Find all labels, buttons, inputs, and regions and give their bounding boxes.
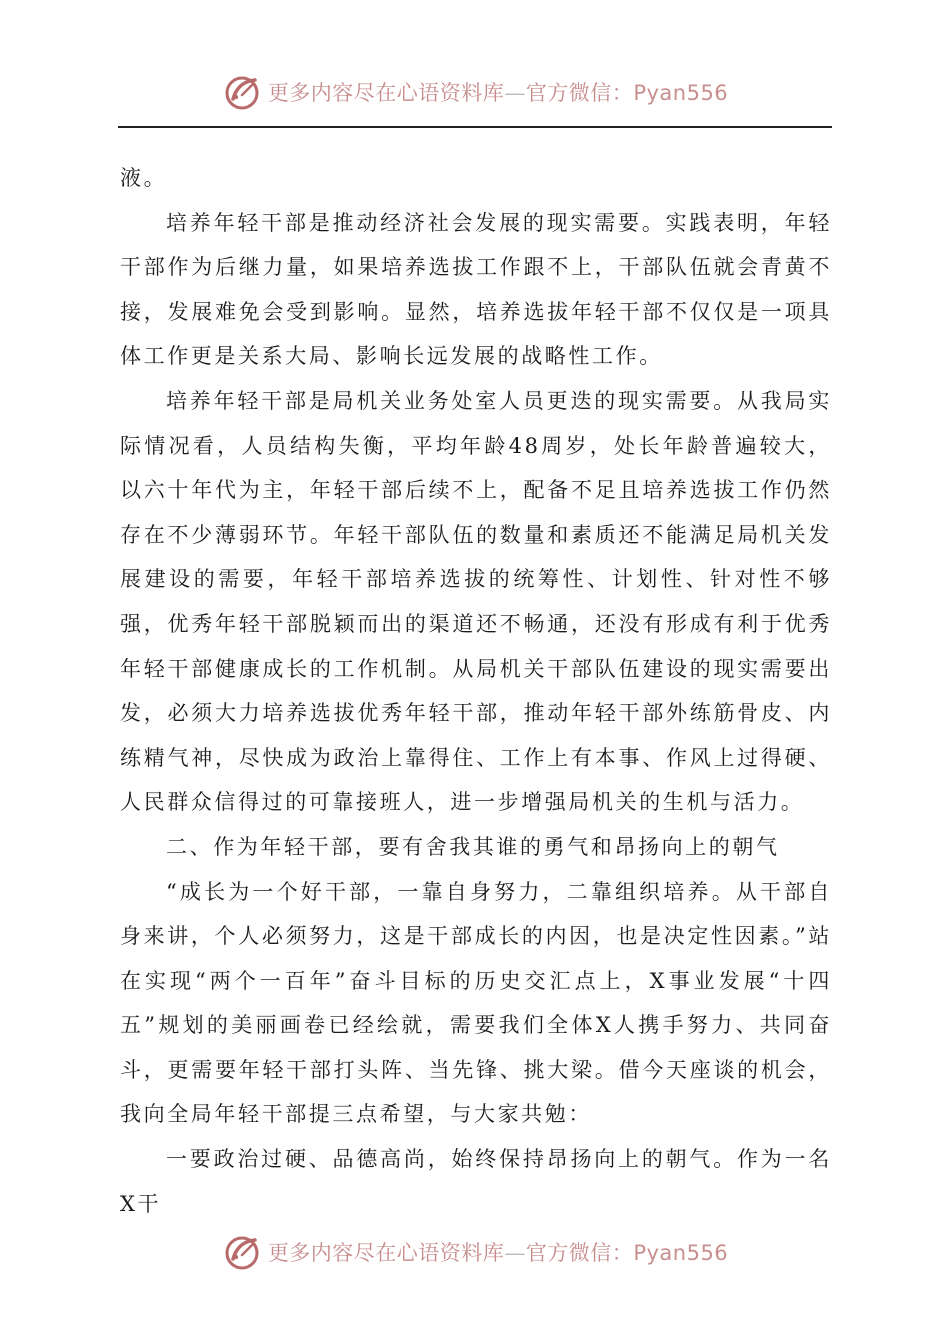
header-banner-main: 更多内容尽在心语资料库 — [267, 81, 505, 105]
header-divider — [118, 126, 832, 128]
footer-banner-wechat: 官方微信： — [525, 1241, 634, 1265]
paragraph-1: 液。 — [120, 166, 168, 190]
header-banner-id: Pyan556 — [633, 81, 729, 105]
footer-banner-main: 更多内容尽在心语资料库 — [267, 1241, 505, 1265]
footer-banner-text — [268, 1237, 728, 1267]
header-banner — [0, 70, 950, 114]
brand-logo-icon — [222, 1232, 262, 1272]
paragraph-2: 培养年轻干部是推动经济社会发展的现实需要。实践表明，年轻干部作为后继力量，如果培养选拔工作跟不上，干部队伍就会青黄不接，发展难免会受到影响。显然，培养选拔年轻干部不仅仅是一项具体工作更是关系大局、影响长远发展的战略性工作。 — [120, 210, 832, 369]
header-banner-sep: — — [504, 81, 526, 105]
brand-logo-icon — [222, 72, 262, 112]
paragraph-3: 培养年轻干部是局机关业务处室人员更迭的现实需要。从我局实际情况看，人员结构失衡，平均年龄48周岁，处长年龄普遍较大，以六十年代为主，年轻干部后续不上，配备不足且培养选拔工作仍然存在不少薄弱环节。年轻干部队伍的数量和素质还不能满足局机关发展建设的需要，年轻干部培养选拔的统筹性、计划性、针对性不够强，优秀年轻干部脱颖而出的渠道还不畅通，还没有形成有利于优秀年轻干部健康成长的工作机制。从局机关干部队伍建设的现实需要出发，必须大力培养选拔优秀年轻干部，推动年轻干部外练筋骨皮、内练精气神，尽快成为政治上靠得住、工作上有本事、作风上过得硬、人民群众信得过的可靠接班人，进一步增强局机关的生机与活力。 — [120, 388, 832, 815]
document-body — [120, 156, 832, 1226]
section-heading: 二、作为年轻干部，要有舍我其谁的勇气和昂扬向上的朝气 — [166, 834, 780, 859]
footer-banner — [0, 1230, 950, 1274]
paragraph-5: 一要政治过硬、品德高尚，始终保持昂扬向上的朝气。作为一名X干 — [120, 1147, 832, 1216]
footer-banner-sep: — — [504, 1241, 526, 1265]
header-banner-wechat: 官方微信： — [525, 81, 634, 105]
header-banner-text — [268, 77, 728, 107]
footer-banner-id: Pyan556 — [633, 1241, 729, 1265]
paragraph-4: “成长为一个好干部，一靠自身努力，二靠组织培养。从干部自身来讲，个人必须努力，这是干部成长的内因，也是决定性因素。”站在实现“两个一百年”奋斗目标的历史交汇点上，X事业发展“十四五”规划的美丽画卷已经绘就，需要我们全体X人携手努力、共同奋斗，更需要年轻干部打头阵、当先锋、挑大梁。借今天座谈的机会，我向全局年轻干部提三点希望，与大家共勉： — [120, 879, 832, 1127]
